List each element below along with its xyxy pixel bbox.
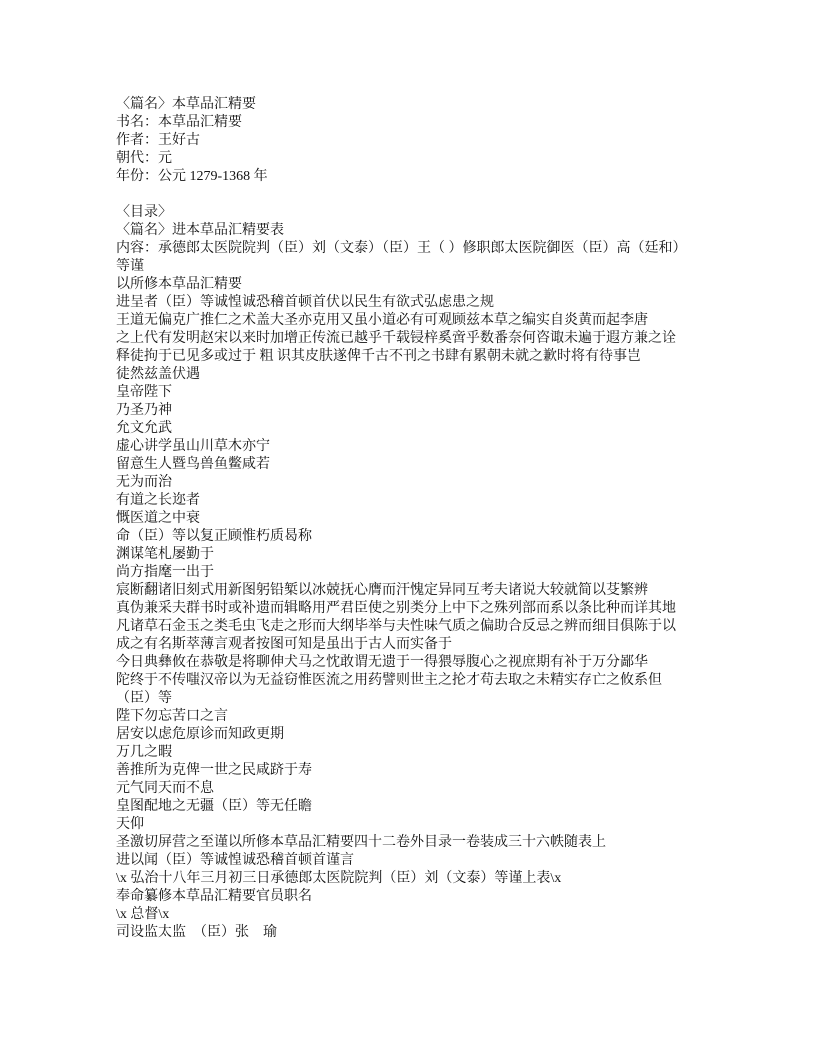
text-line: \x 弘治十八年三月初三日承德郎太医院院判（臣）刘（文泰）等谨上表\x — [116, 871, 562, 886]
text-line: 真伪兼采夫群书时或补遗而辑略用严君臣使之别类分上中下之殊列部而系以条比种而详其地 — [116, 601, 676, 616]
text-line: \x 总督\x — [116, 907, 170, 922]
text-line: 之上代有发明赵宋以来时加增正传流已越乎千载锓梓奚啻乎数番奈何咨诹未遍于遐方兼之诠 — [116, 331, 676, 346]
text-line: 元气同天而不息 — [116, 781, 214, 796]
text-line: 〈篇名〉进本草品汇精要表 — [116, 223, 284, 238]
text-line: 留意生人暨鸟兽鱼鳖咸若 — [116, 457, 270, 472]
document-text — [116, 96, 716, 942]
text-line: 徒然兹盖伏遇 — [116, 367, 200, 382]
text-line: 王道无偏克广推仁之术盖大圣亦克用又虽小道必有可观顾兹本草之编实自炎黄而起李唐 — [116, 313, 648, 328]
text-line: 皇帝陛下 — [116, 385, 172, 400]
text-line: 乃圣乃神 — [116, 403, 172, 418]
text-line: 皇图配地之无疆（臣）等无任瞻 — [116, 799, 312, 814]
text-line: 作者：王好古 — [116, 133, 200, 148]
text-line: 等谨 — [116, 259, 144, 274]
text-line: 慨医道之中衰 — [116, 511, 200, 526]
text-line: 虚心讲学虽山川草木亦宁 — [116, 439, 270, 454]
text-line: 无为而治 — [116, 475, 172, 490]
text-line: 内容：承德郎太医院院判（臣）刘（文泰）（臣）王（ ）修职郎太医院御医（臣）高（廷和） — [116, 241, 687, 256]
text-line: 宸断翻诸旧刻式用新图躬铅椠以冰兢抚心膺而汗愧定异同互考夫诸说大较就简以芟繁辨 — [116, 583, 648, 598]
text-line: 命（臣）等以复正顾惟朽质曷称 — [116, 529, 312, 544]
text-line: 书名：本草品汇精要 — [116, 115, 242, 130]
text-line: 陛下勿忘苦口之言 — [116, 709, 228, 724]
text-line: 居安以虑危原诊而知政更期 — [116, 727, 284, 742]
text-line: 进呈者（臣）等诚惶诚恐稽首顿首伏以民生有欲式弘虑患之规 — [116, 295, 494, 310]
text-line: 渊谋笔札屡勤于 — [116, 547, 214, 562]
text-line: 天仰 — [116, 817, 144, 832]
text-line: 司设监太监 （臣）张 瑜 — [116, 925, 277, 940]
text-line: 奉命纂修本草品汇精要官员职名 — [116, 889, 312, 904]
text-line: 释徒拘于已见多或过于 粗 识其皮肤遂俾千古不刊之书肆有累朝未就之歉时将有待事岂 — [116, 349, 641, 364]
text-line: 〈目录〉 — [116, 205, 172, 220]
text-line: 陀终于不传嗤汉帝以为无益窃惟医流之用药譬则世主之抡才苟去取之未精实存亡之攸系但 — [116, 673, 662, 688]
text-line: 进以闻（臣）等诚惶诚恐稽首顿首谨言 — [116, 853, 354, 868]
text-line: 〈篇名〉本草品汇精要 — [116, 97, 256, 112]
text-line: 圣激切屏营之至谨以所修本草品汇精要四十二卷外目录一卷装成三十六帙随表上 — [116, 835, 606, 850]
text-line: 今日典彝攸在恭敬是将聊伸犬马之忱敢谓无遗于一得猥辱腹心之视庶期有补于万分鄙华 — [116, 655, 648, 670]
text-line: 以所修本草品汇精要 — [116, 277, 242, 292]
text-line: 有道之长迩者 — [116, 493, 200, 508]
text-line: 万几之暇 — [116, 745, 172, 760]
text-line: 凡诸草石金玉之类毛虫飞走之形而大纲毕举与夫性味气质之偏助合反忌之辨而细目俱陈于以 — [116, 619, 676, 634]
text-line: 年份：公元 1279-1368 年 — [116, 169, 268, 184]
blank-line — [116, 186, 716, 204]
text-line: 尚方指麾一出于 — [116, 565, 214, 580]
text-line: 允文允武 — [116, 421, 172, 436]
text-line: 成之有名斯萃薄言观者按图可知是虽出于古人而实备于 — [116, 637, 452, 652]
text-line: （臣）等 — [116, 691, 172, 706]
text-line: 善推所为克俾一世之民咸跻于寿 — [116, 763, 312, 778]
text-line: 朝代：元 — [116, 151, 172, 166]
